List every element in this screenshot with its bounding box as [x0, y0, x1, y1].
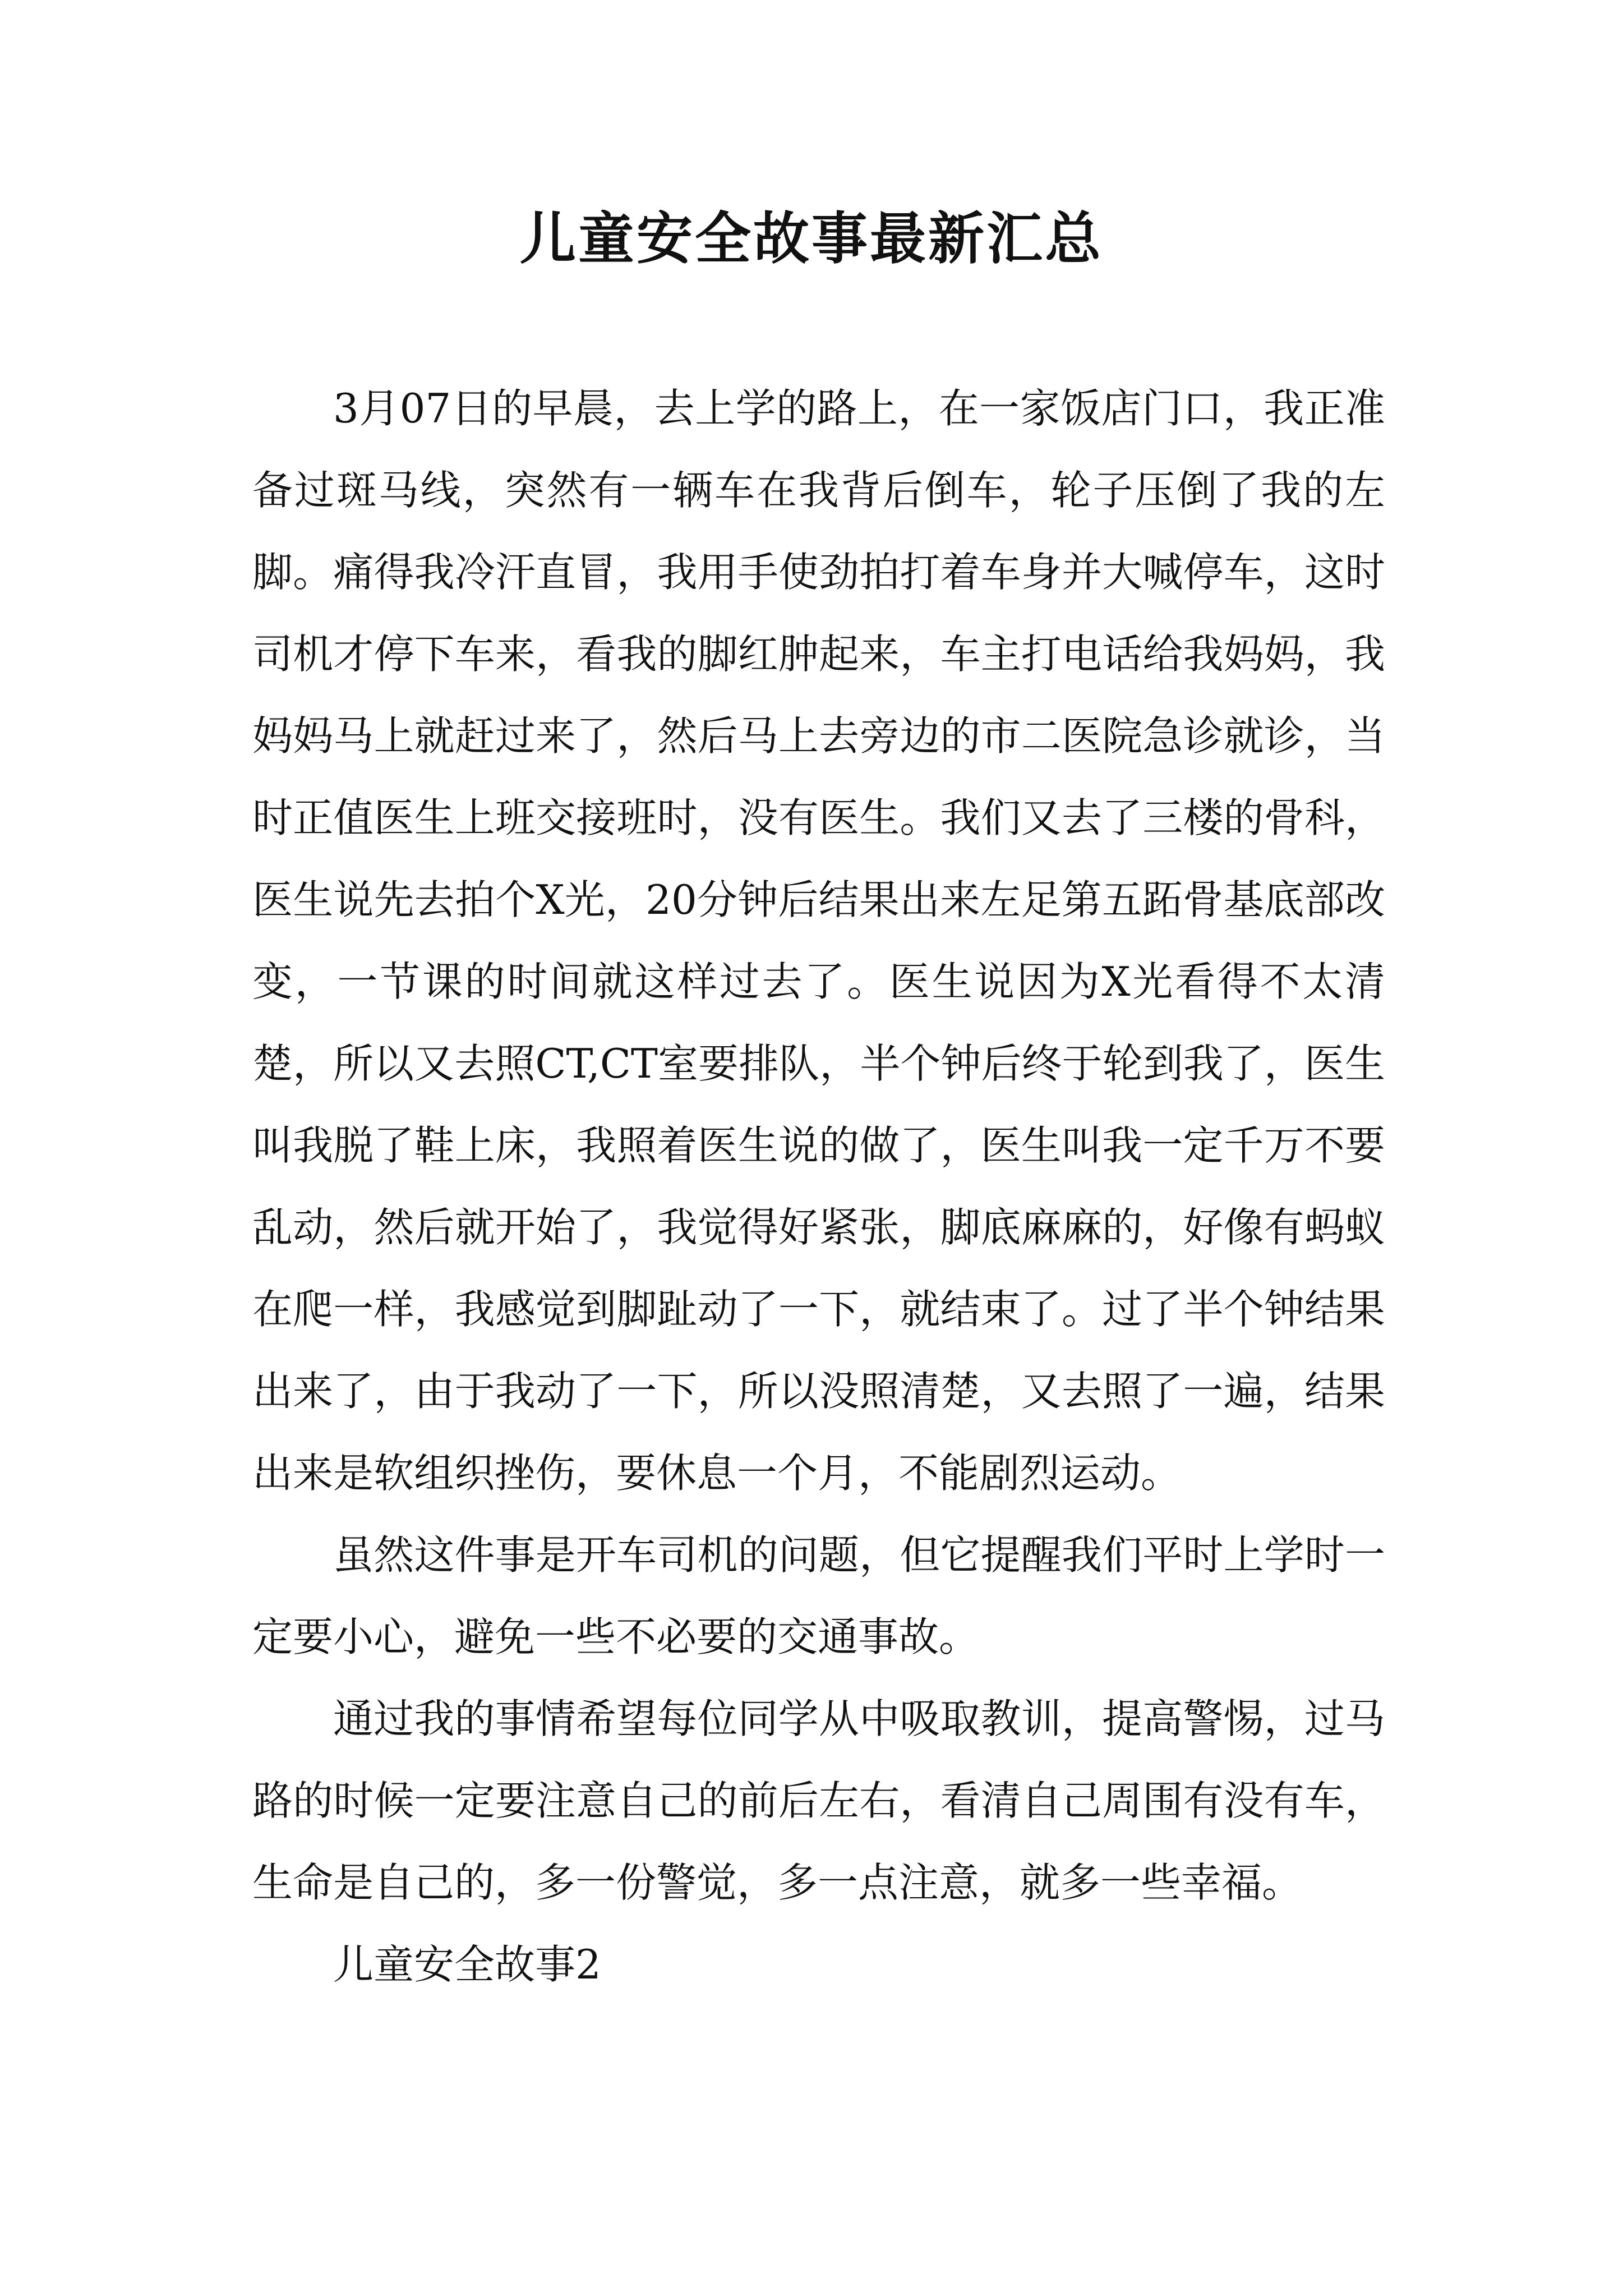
paragraph: 3月07日的早晨，去上学的路上，在一家饭店门口，我正准备过斑马线，突然有一辆车在我背后倒车，轮子压倒了我的左脚。痛得我冷汗直冒，我用手使劲拍打着车身并大喊停车，这时司机才停下车来，看我的脚红肿起来，车主打电话给我妈妈，我妈妈马上就赶过来了，然后马上去旁边的市二医院急诊就诊，当时正值医生上班交接班时，没有医生。我们又去了三楼的骨科，医生说先去拍个X光，20分钟后结果出来左足第五跖骨基底部改变，一节课的时间就这样过去了。医生说因为X光看得不太清楚，所以又去照CT,CT室要排队，半个钟后终于轮到我了，医生叫我脱了鞋上床，我照着医生说的做了，医生叫我一定千万不要乱动，然后就开始了，我觉得好紧张，脚底麻麻的，好像有蚂蚁在爬一样，我感觉到脚趾动了一下，就结束了。过了半个钟结果出来了，由于我动了一下，所以没照清楚，又去照了一遍，结果出来是软组织挫伤，要休息一个月，不能剧烈运动。: [252, 385, 1385, 1497]
paragraph: 通过我的事情希望每位同学从中吸取教训，提高警惕，过马路的时候一定要注意自己的前后左右，看清自己周围有没有车，生命是自己的，多一份警觉，多一点注意，就多一些幸福。: [252, 1695, 1385, 1906]
paragraph: 虽然这件事是开车司机的问题，但它提醒我们平时上学时一定要小心，避免一些不必要的交通事故。: [252, 1531, 1385, 1660]
section-heading: 儿童安全故事2: [333, 1941, 601, 1988]
document-body: [252, 367, 1385, 2005]
document-title: 儿童安全故事最新汇总: [520, 205, 1103, 272]
